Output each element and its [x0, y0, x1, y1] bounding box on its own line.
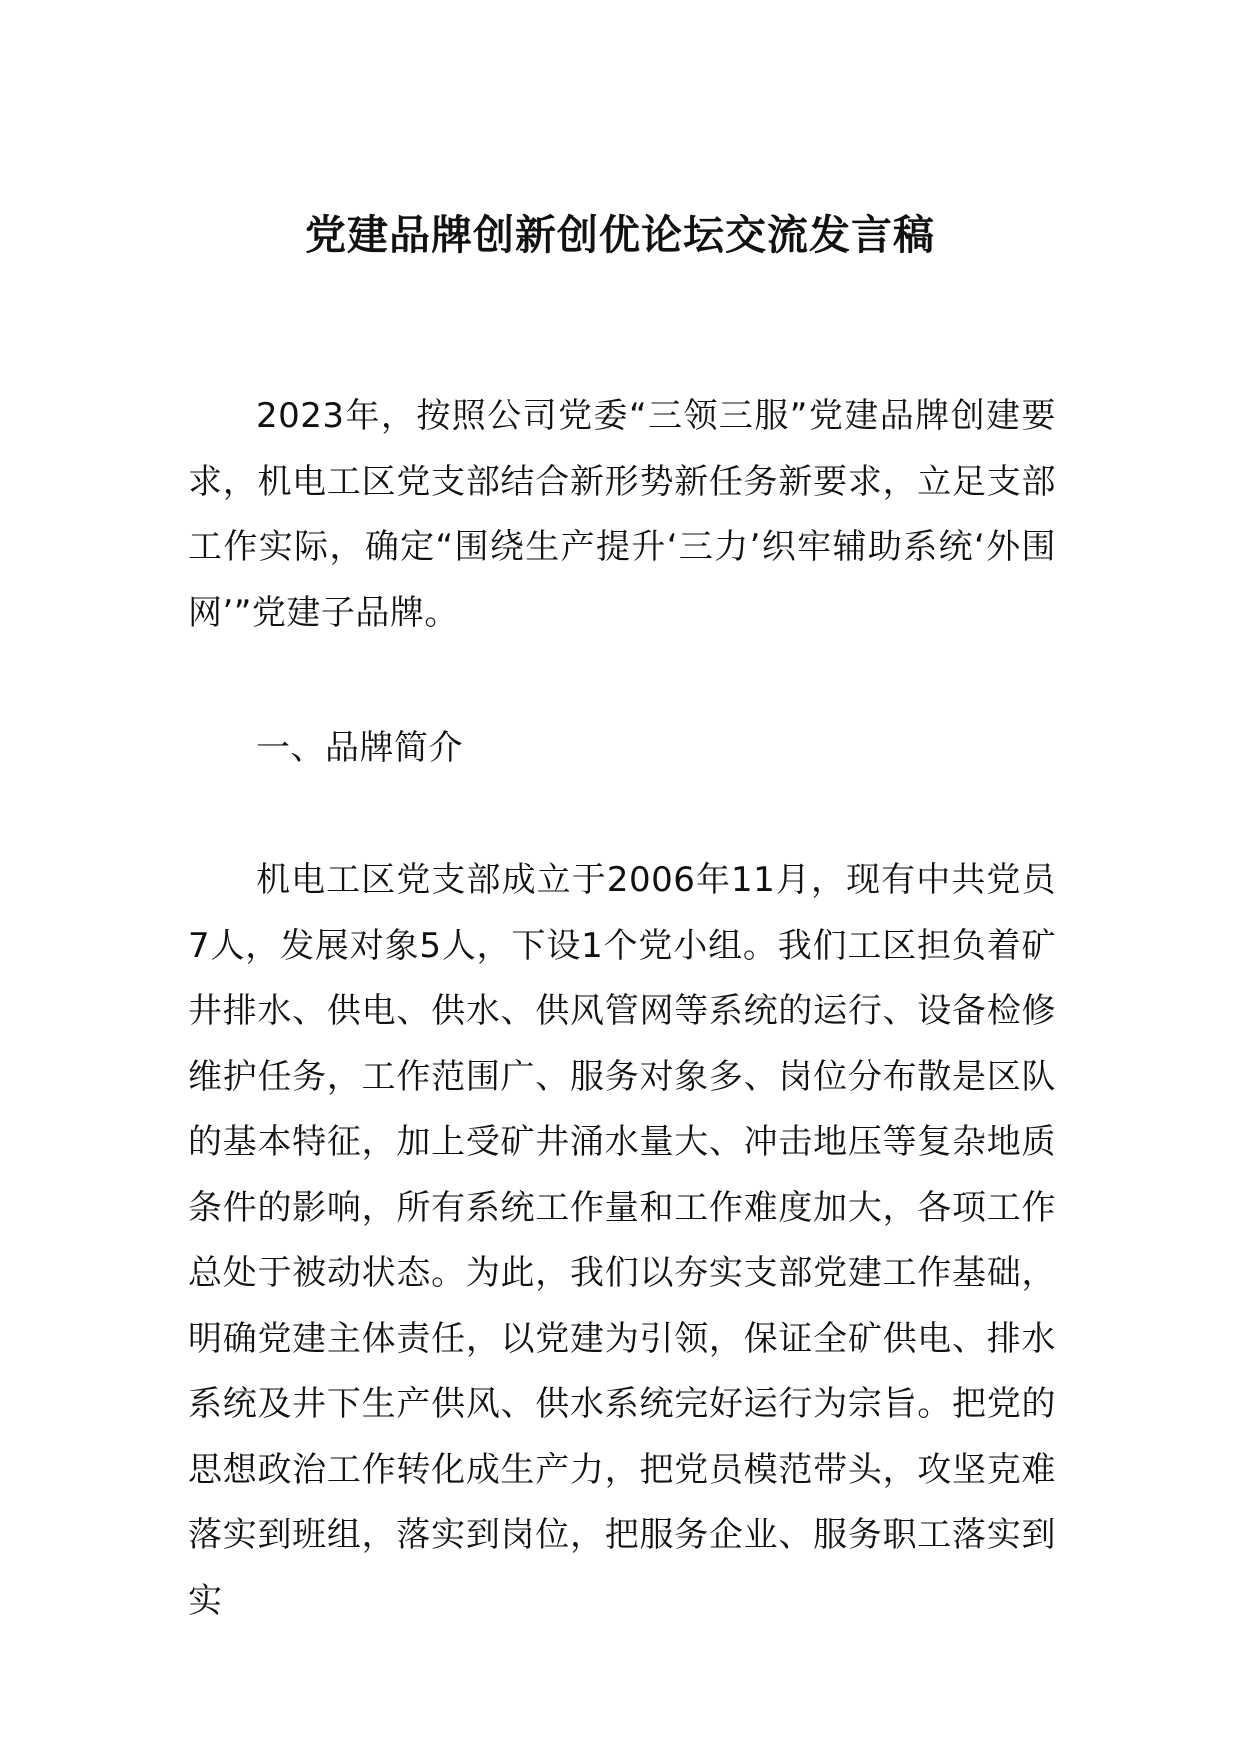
body-paragraph: 机电工区党支部成立于2006年11月，现有中共党员7人，发展对象5人，下设1个党小组。我们工区担负着矿井排水、供电、供水、供风管网等系统的运行、设备检修维护任务，工作范围广、服务对象多、岗位分布散是区队的基本特征，加上受矿井涌水量大、冲击地压等复杂地质条件的影响，所有系统工作量和工作难度加大，各项工作总处于被动状态。为此，我们以夯实支部党建工作基础，明确党建主体责任，以党建为引领，保证全矿供电、排水系统及井下生产供风、供水系统完好运行为宗旨。把党的思想政治工作转化成生产力，把党员模范带头，攻坚克难落实到班组，落实到岗位，把服务企业、服务职工落实到实 — [188, 860, 1056, 1621]
intro-paragraph: 2023年，按照公司党委“三领三服”党建品牌创建要求，机电工区党支部结合新形势新任务新要求，立足支部工作实际，确定“围绕生产提升‘三力’织牢辅助系统‘外围网’”党建子品牌。 — [188, 396, 1056, 633]
section-heading: 一、品牌简介 — [256, 728, 463, 768]
document-title: 党建品牌创新创优论坛交流发言稿 — [305, 211, 935, 259]
